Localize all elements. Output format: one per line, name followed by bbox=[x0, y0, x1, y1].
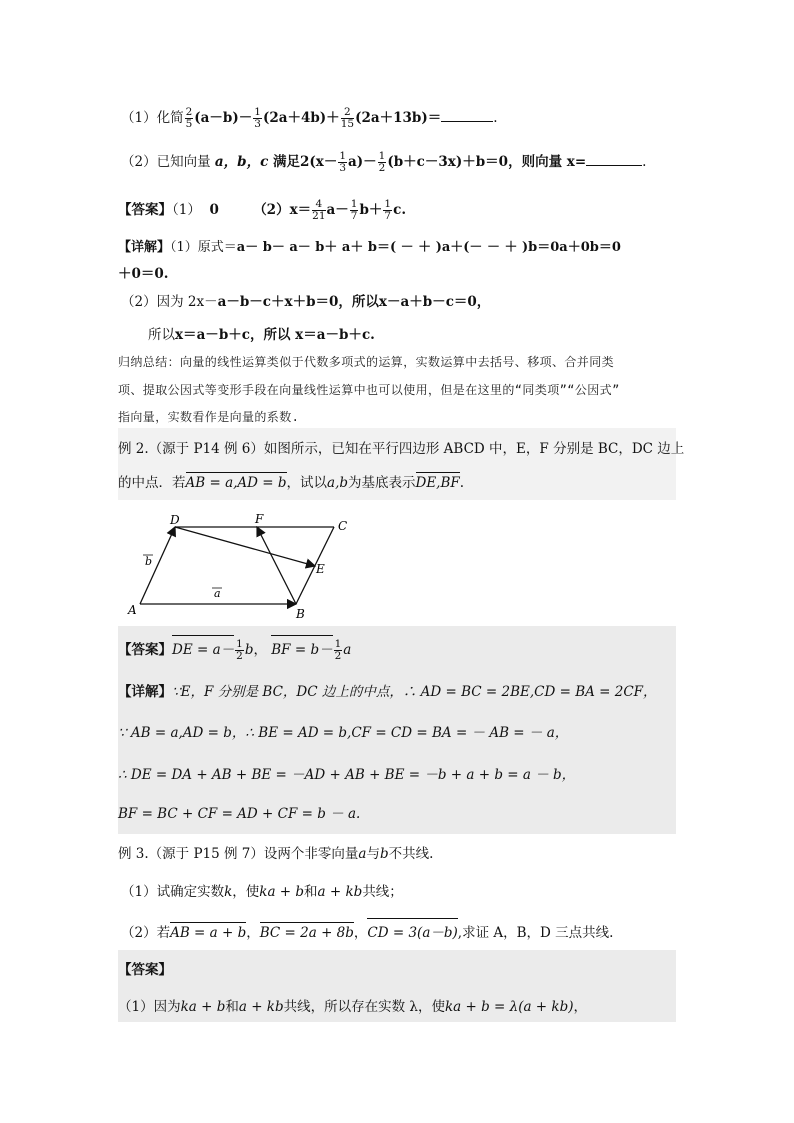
segment-de bbox=[175, 527, 315, 566]
example-3-question-2: （2）若AB = a + b，BC = 2a + 8b，CD = 3(a－b),求证 A，B，D 三点共线. bbox=[121, 921, 613, 941]
summary-line-1: 归纳总结：向量的线性运算类似于代数多项式的运算，实数运算中去括号、移项、合并同类 bbox=[118, 355, 615, 369]
detail-1-line-4: 所以x＝a－b＋c，所以 x＝a－b＋c. bbox=[148, 327, 375, 343]
label-a-point: A bbox=[128, 603, 137, 617]
question-2: （2）已知向量 a，b，c 满足2(x－ $\frac{1}{3}$ a)－ $\frac{1}{2}$ (b＋c－3x)＋b＝0，则向量 x= . bbox=[121, 150, 647, 174]
answer-1: 【答案】（1） 0 （2）x＝ $\frac{4}{21}$ a－ $\frac{1}{7}$ b＋ $\frac{1}{7}$ c. bbox=[118, 198, 407, 222]
detail-label: 【详解】 bbox=[118, 240, 171, 255]
label-e-point: E bbox=[316, 562, 325, 576]
fraction: $\frac{2}{15}$ bbox=[340, 106, 355, 130]
fraction: $\frac{4}{21}$ bbox=[312, 198, 326, 222]
example-2-line-2: 的中点．若AB = a,AD = b，试以a,b为基底表示DE,BF. bbox=[118, 475, 465, 491]
answer-3-label: 【答案】 bbox=[118, 962, 172, 978]
fraction: $\frac{1}{3}$ bbox=[339, 150, 347, 174]
answer-blank bbox=[441, 109, 493, 122]
summary-line-2: 项、提取公因式等变形手段在向量线性运算中也可以使用，但是在这里的“同类项”“公因式” bbox=[118, 383, 620, 397]
example-3-question-1: （1）试确定实数k，使ka + b和a + kb共线； bbox=[121, 884, 403, 900]
detail-expression: a－ b－ a－ b＋ a＋ b＝( － ＋ )a＋(－ － ＋ )b＝0a＋0b＝0 bbox=[236, 240, 621, 255]
fraction: $\frac{1}{2}$ bbox=[334, 638, 342, 662]
fraction: $\frac{1}{3}$ bbox=[254, 106, 261, 130]
detail-2-line-2: ∵ AB = a,AD = b，∴ BE = AD = b,CF = CD = BA = － AB = － a， bbox=[118, 725, 569, 741]
segment-bf bbox=[257, 527, 296, 604]
question-1: （1）化简 $\frac{2}{5}$ (a－b)－ $\frac{1}{3}$ (2a＋4b)＋ $\frac{2}{15}$ (2a＋13b)＝ . bbox=[121, 106, 498, 130]
label-f-point: F bbox=[255, 512, 264, 526]
example-2-line-1: 例 2.（源于 P14 例 6）如图所示，已知在平行四边形 ABCD 中，E，F 分别是 BC，DC 边上 bbox=[118, 441, 685, 457]
detail-2-line-3: ∴ DE = DA + AB + BE = －AD + AB + BE = －b + a + b = a － b， bbox=[118, 767, 576, 783]
detail-1-line-2: ＋0＝0. bbox=[118, 266, 169, 282]
detail-2-line-1: 【详解】∵E，F 分别是 BC，DC 边上的中点，∴ AD = BC = 2BE,CD = BA = 2CF， bbox=[118, 684, 657, 700]
answer-blank bbox=[586, 153, 642, 166]
example-3-line-1: 例 3.（源于 P15 例 7）设两个非零向量a与b不共线. bbox=[118, 846, 434, 862]
detail-2-line-4: BF = BC + CF = AD + CF = b － a. bbox=[118, 806, 361, 822]
answer-label: 【答案】 bbox=[118, 202, 172, 218]
fraction: $\frac{1}{7}$ bbox=[350, 198, 358, 222]
summary-line-3: 指向量，实数看作是向量的系数. bbox=[118, 410, 300, 424]
label-b-point: B bbox=[296, 607, 305, 621]
fraction: $\frac{1}{2}$ bbox=[378, 150, 386, 174]
answer-label: 【答案】 bbox=[118, 642, 172, 658]
q1-expr2: (2a＋4b)＋ bbox=[262, 110, 340, 126]
label-vector-a: a bbox=[214, 587, 221, 600]
fraction: $\frac{1}{7}$ bbox=[384, 198, 392, 222]
fraction: $\frac{2}{5}$ bbox=[185, 106, 193, 130]
q1-prefix: （1）化简 bbox=[121, 110, 184, 126]
answer-2: 【答案】DE = a－ $\frac{1}{2}$ b， BF = b－ $\frac{1}{2}$ a bbox=[118, 638, 352, 662]
label-vector-b: b bbox=[145, 555, 153, 568]
q1-expr: (a－b)－ bbox=[194, 110, 253, 126]
detail-label: 【详解】 bbox=[118, 684, 172, 700]
label-c-point: C bbox=[338, 519, 348, 533]
label-d-point: D bbox=[170, 513, 180, 527]
detail-1-line-1: 【详解】（1）原式＝a－ b－ a－ b＋ a＋ b＝( － ＋ )a＋(－ － ＋ )b＝0a＋0b＝0 bbox=[118, 240, 621, 255]
fraction: $\frac{1}{2}$ bbox=[236, 638, 243, 662]
q1-expr3: (2a＋13b)＝ bbox=[355, 110, 442, 126]
detail-1-line-3: （2）因为 2x－a－b－c＋x＋b＝0，所以x－a＋b－c＝0， bbox=[121, 294, 491, 310]
answer-3-line-1: （1）因为ka + b和a + kb共线，所以存在实数 λ，使ka + b = λ(a + kb)， bbox=[118, 999, 587, 1015]
parallelogram-figure bbox=[118, 508, 368, 624]
